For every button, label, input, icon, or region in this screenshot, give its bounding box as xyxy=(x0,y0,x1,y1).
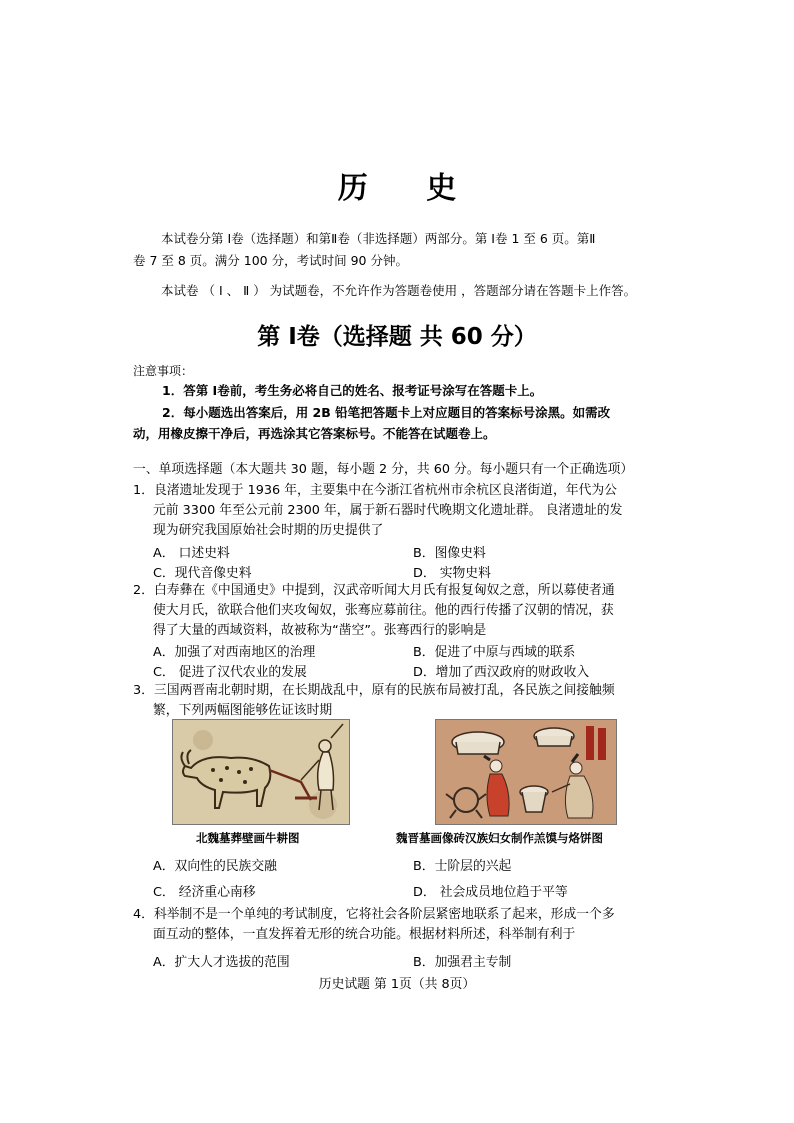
q3-option-d: D． 社会成员地位趋于平等 xyxy=(413,885,568,900)
q4-line-2: 面互动的整体，一直发挥着无形的统合功能。根据材料所述，科举制有利于 xyxy=(153,927,576,942)
q2-line-2: 使大月氏，欲联合他们夹攻匈奴，张骞应募前往。他的西行传播了汉朝的情况，获 xyxy=(153,603,614,618)
q2-option-d: D．增加了西汉政府的财政收入 xyxy=(413,665,590,680)
q1-line-2: 元前 3300 年至公元前 2300 年，属于新石器时代晚期文化遗址群。 良渚遗址的发 xyxy=(153,503,623,518)
page-title: 历 史 xyxy=(337,171,481,206)
q2-line-3: 得了大量的西域资料，故被称为“凿空”。张骞西行的影响是 xyxy=(153,623,487,638)
q3-line-1: 3．三国两晋南北朝时期，在长期战乱中，原有的民族布局被打乱，各民族之间接触频 xyxy=(133,683,615,698)
q2-line-1: 2．白寿彝在《中国通史》中提到，汉武帝听闻大月氏有报复匈奴之意，所以募使者通 xyxy=(133,583,615,598)
part-heading: 一、单项选择题（本大题共 30 题，每小题 2 分，共 60 分。每小题只有一个正确选项） xyxy=(133,462,634,477)
women-cooking-brick-image xyxy=(435,719,617,825)
q2-option-a: A．加强了对西南地区的治理 xyxy=(153,645,316,660)
page-footer: 历史试题 第 1页（共 8页） xyxy=(318,977,476,992)
q4-line-1: 4．科举制不是一个单纯的考试制度，它将社会各阶层紧密地联系了起来，形成一个多 xyxy=(133,907,615,922)
q4-option-b: B．加强君主专制 xyxy=(413,955,512,970)
q2-option-b: B．促进了中原与西域的联系 xyxy=(413,645,576,660)
q4-option-a: A．扩大人才选拔的范围 xyxy=(153,955,290,970)
notes-heading: 注意事项： xyxy=(133,364,194,378)
q3-option-b: B．士阶层的兴起 xyxy=(413,859,512,874)
q1-option-a: A． 口述史料 xyxy=(153,546,230,561)
intro-line-1: 本试卷分第 Ⅰ卷（选择题）和第Ⅱ卷（非选择题）两部分。第 Ⅰ卷 1 至 6 页。第Ⅱ xyxy=(161,231,596,246)
figure-1-caption: 北魏墓葬壁画牛耕图 xyxy=(196,831,300,845)
section-title: 第 Ⅰ卷（选择题 共 60 分） xyxy=(257,324,537,350)
q1-option-b: B．图像史料 xyxy=(413,546,486,561)
q2-option-c: C． 促进了汉代农业的发展 xyxy=(153,665,307,680)
ox-plough-mural-image xyxy=(172,719,350,825)
figure-2-caption: 魏晋墓画像砖汉族妇女制作羔馍与烙饼图 xyxy=(396,831,603,845)
intro-line-2: 卷 7 至 8 页。满分 100 分，考试时间 90 分钟。 xyxy=(133,253,408,268)
q1-option-d: D． 实物史料 xyxy=(413,566,491,581)
q3-option-a: A．双向性的民族交融 xyxy=(153,859,277,874)
note-item-1: 1．答第 Ⅰ卷前，考生务必将自己的姓名、报考证号涂写在答题卡上。 xyxy=(162,383,543,398)
q1-line-3: 现为研究我国原始社会时期的历史提供了 xyxy=(153,523,384,538)
note-item-2-line-2: 动，用橡皮擦干净后，再选涂其它答案标号。不能答在试题卷上。 xyxy=(133,426,496,441)
q3-line-2: 繁，下列两幅图能够佐证该时期 xyxy=(153,703,333,718)
note-item-2-line-1: 2．每小题选出答案后，用 2B 铅笔把答题卡上对应题目的答案标号涂黑。如需改 xyxy=(162,405,611,420)
q3-option-c: C． 经济重心南移 xyxy=(153,885,256,900)
q1-option-c: C．现代音像史料 xyxy=(153,566,252,581)
intro-line-3: 本试卷 （ Ⅰ 、 Ⅱ ） 为试题卷，不允许作为答题卷使用 ，答题部分请在答题卡上作答。 xyxy=(161,283,637,298)
q1-line-1: 1．良渚遗址发现于 1936 年，主要集中在今浙江省杭州市余杭区良渚街道，年代为公 xyxy=(133,483,617,498)
